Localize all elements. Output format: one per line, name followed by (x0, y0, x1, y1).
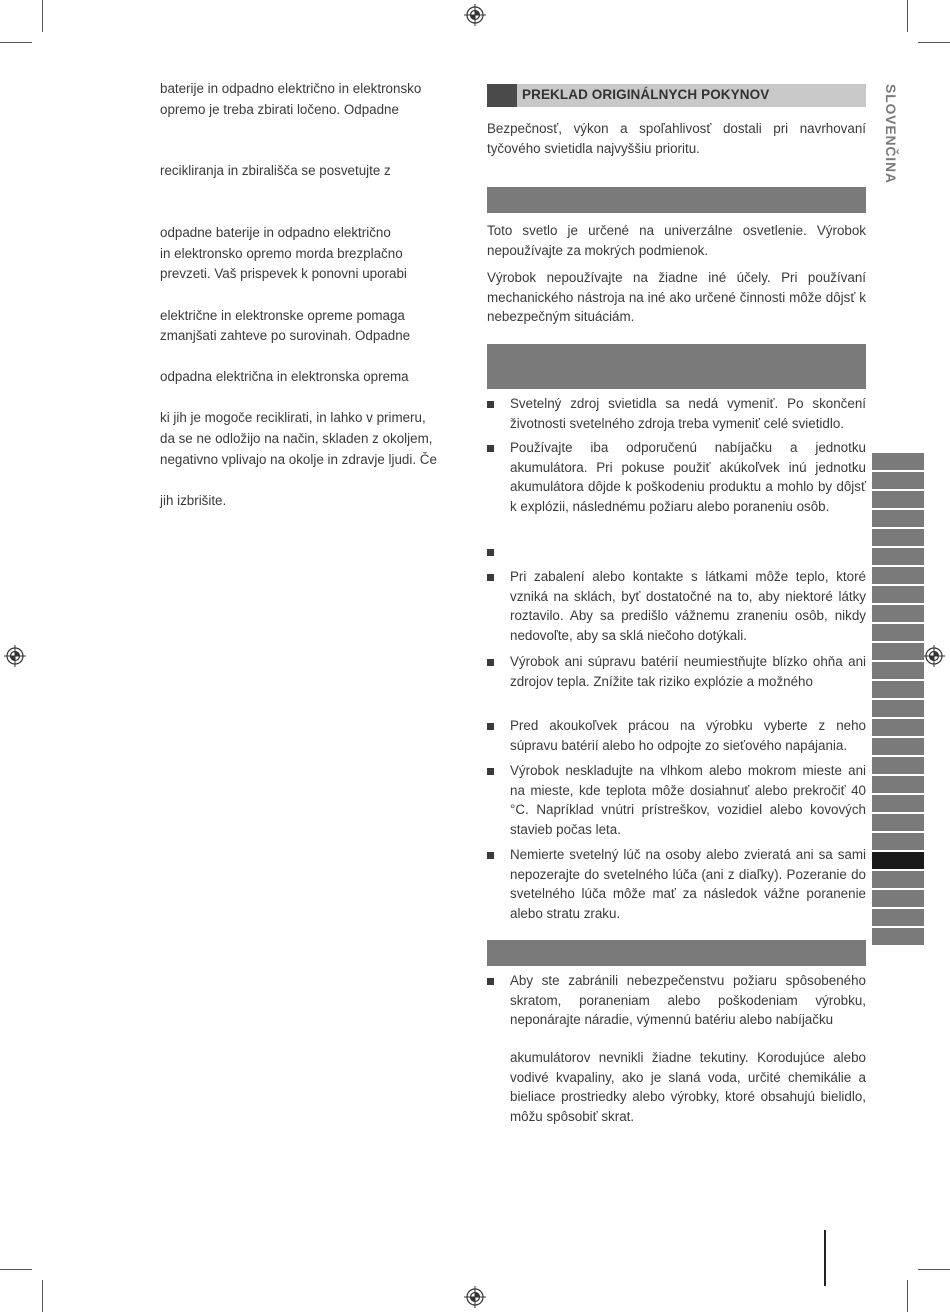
tab-marker (872, 548, 924, 565)
list-item-text: Používajte iba odporučenú nabíjačku a jednotku akumulátora. Pri pokuse použiť akúkoľvek inú jednotku akumulátora dôjde k poškodeniu produktu a mohlo by dôjsť k explózii, následnému požiaru alebo poraneniu osôb. (510, 440, 866, 514)
side-label-text: SLOVENČINA (883, 84, 899, 184)
text-line: negativno vplivajo na okolje in zdravje ljudi. Če (160, 452, 437, 467)
bullet-icon (487, 768, 494, 775)
tab-marker (872, 605, 924, 622)
list-item-text: Výrobok neskladujte na vlhkom alebo mokrom mieste ani na mieste, kde teplota môže dosiahnuť alebo prekročiť 40 °C. Napríklad vnútri prístreškov, vozidiel alebo kovových stavieb počas leta. (510, 763, 866, 837)
bullet-icon (487, 659, 494, 666)
tab-marker (872, 567, 924, 584)
page-rule (824, 1230, 826, 1286)
list-item-text: Pred akoukoľvek prácou na výrobku vyberte z neho súpravu batérií alebo ho odpojte zo sieťového napájania. (510, 718, 866, 753)
list-item-text: Výrobok ani súpravu batérií neumiestňujte blízko ohňa ani zdrojov tepla. Znížite tak riziko explózie a možného (510, 654, 866, 689)
bullet-icon (487, 549, 494, 556)
tab-marker (872, 491, 924, 508)
text-line: ki jih je mogoče reciklirati, in lahko v primeru, (160, 410, 426, 425)
text-line: prevzeti. Vaš prispevek k ponovni uporabi (160, 266, 407, 281)
crop-mark (42, 1280, 43, 1312)
tab-marker (872, 453, 924, 470)
text-line: in elektronsko opremo morda brezplačno (160, 246, 403, 261)
tab-marker (872, 510, 924, 527)
list-item-text: Nemierte svetelný lúč na osoby alebo zvieratá ani sa sami nepozerajte do svetelného lúča (ani z diaľky). Pozeranie do svetelného lúča môže mať za následok vážne poranenie alebo stratu zraku. (510, 847, 866, 921)
bullet-icon (487, 574, 494, 581)
intro-paragraph: Bezpečnosť, výkon a spoľahlivosť dostali pri navrhovaní tyčového svietidla najvyššiu prioritu. (487, 121, 866, 156)
tab-marker (872, 795, 924, 812)
usage-paragraph: Toto svetlo je určené na univerzálne osvetlenie. Výrobok nepoužívajte za mokrých podmienok. (487, 223, 866, 258)
bullet-icon (487, 401, 494, 408)
section-bar (487, 940, 866, 966)
crop-mark (907, 1280, 908, 1312)
tab-marker (872, 757, 924, 774)
crop-mark (0, 1269, 32, 1270)
crop-mark (42, 0, 43, 32)
text-line: baterije in odpadno električno in elektronsko (160, 81, 422, 96)
crop-mark (0, 42, 32, 43)
list-item-text: Svetelný zdroj svietidla sa nedá vymeniť. Po skončení životnosti svetelného zdroja treba vymeniť celé svietidlo. (510, 396, 866, 431)
bullet-icon (487, 978, 494, 985)
registration-mark-icon (464, 4, 486, 26)
bullet-icon (487, 852, 494, 859)
bullet-icon (487, 723, 494, 730)
text-line: da se ne odložijo na način, skladen z okoljem, (160, 431, 433, 446)
tab-marker (872, 928, 924, 945)
crop-mark (918, 1269, 950, 1270)
tab-marker (872, 814, 924, 831)
tab-marker (872, 681, 924, 698)
list-item-text: akumulátorov nevnikli žiadne tekutiny. Korodujúce alebo vodivé kvapaliny, ako je slaná voda, určité chemikálie a bieliace prostriedky alebo výrobky, ktoré obsahujú bielidlo, môžu spôsobiť skrat. (510, 1050, 866, 1124)
text-line: opremo je treba zbirati ločeno. Odpadne (160, 102, 399, 117)
tab-marker (872, 529, 924, 546)
section-bar (487, 187, 866, 213)
registration-mark-icon (4, 645, 26, 667)
tab-marker (872, 890, 924, 907)
text-line: odpadna električna in elektronska oprema (160, 369, 409, 384)
tab-marker (872, 472, 924, 489)
usage-paragraph: Výrobok nepoužívajte na žiadne iné účely. Pri používaní mechanického nástroja na iné ako určené činnosti môže dôjsť k nebezpečným situáciám. (487, 270, 866, 324)
tab-marker (872, 909, 924, 926)
tab-marker (872, 700, 924, 717)
tab-marker (872, 871, 924, 888)
tab-marker (872, 776, 924, 793)
heading-text: PREKLAD ORIGINÁLNYCH POKYNOV (522, 87, 770, 102)
tab-marker (872, 586, 924, 603)
tab-marker (872, 624, 924, 641)
tab-marker (872, 662, 924, 679)
crop-mark (918, 42, 950, 43)
heading-marker (487, 84, 517, 107)
crop-mark (907, 0, 908, 32)
text-line: jih izbrišite. (160, 493, 227, 508)
section-heading (487, 84, 866, 107)
text-line: zmanjšati zahteve po surovinah. Odpadne (160, 328, 411, 343)
bullet-icon (487, 445, 494, 452)
tab-marker (872, 738, 924, 755)
tab-marker (872, 833, 924, 850)
tab-marker (872, 643, 924, 660)
side-language-label (879, 84, 899, 194)
text-line: odpadne baterije in odpadno električno (160, 225, 391, 240)
text-line: električne in elektronske opreme pomaga (160, 308, 405, 323)
list-item-text: Pri zabalení alebo kontakte s látkami môže teplo, ktoré vzniká na sklách, byť dostatočné na to, aby niektoré látky roztavilo. Aby sa predišlo vážnemu zraneniu osôb, nikdy nedovoľte, aby sa sklá niečoho dotýkali. (510, 569, 866, 643)
tab-active (872, 852, 924, 869)
section-bar (487, 344, 866, 389)
text-line: recikliranja in zbirališča se posvetujte z (160, 163, 391, 178)
tab-marker (872, 719, 924, 736)
registration-mark-icon (923, 645, 945, 667)
registration-mark-icon (464, 1286, 486, 1308)
list-item-text: Aby ste zabránili nebezpečenstvu požiaru spôsobeného skratom, poraneniam alebo poškodeniam výrobku, neponárajte náradie, výmennú batériu alebo nabíjačku (510, 973, 866, 1027)
